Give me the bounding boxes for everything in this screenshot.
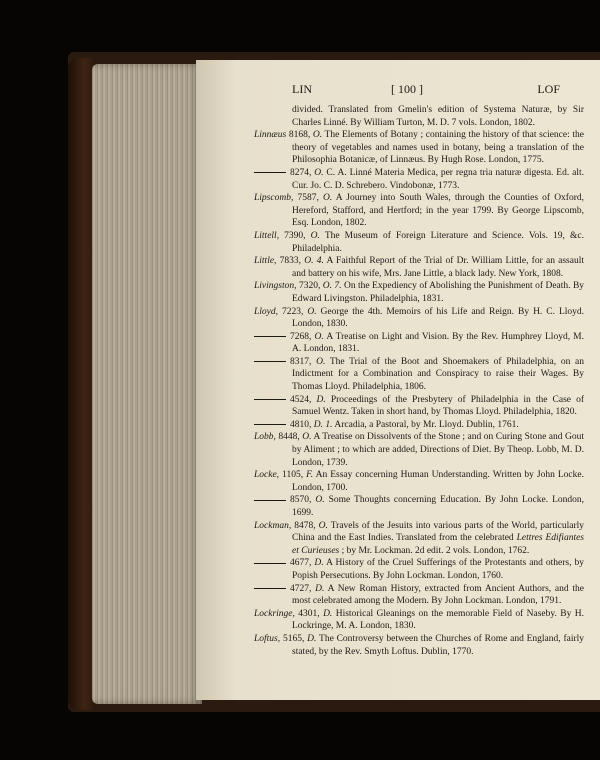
entry-text: The Controversy between the Churches of Rome and England, fairly stated, by the Rev. Smyth Loftus. Dublin, 1770. (292, 633, 585, 657)
catalogue-entry (254, 331, 584, 356)
entry-text: The Trial of the Boot and Shoemakers of Philadelphia, on an Indictment for a Combination and Conspiracy to raise their Wages. By Thomas Lloyd. Philadelphia, 1806. (292, 356, 584, 393)
entry-format: O. (315, 495, 325, 506)
catalogue-entry (254, 192, 584, 230)
entry-number: 1105, (282, 470, 304, 481)
entry-format: O. (310, 230, 320, 241)
entry-format: D. (316, 394, 326, 405)
entry-text: A Faithful Report of the Trial of Dr. William Little, for an assault and battery on his wife, Mrs. Jane Little, a black lady. New York, 1808. (292, 256, 585, 279)
entry-number: 5165, (282, 633, 305, 644)
entry-text: Travels of the Jesuits into various parts of the World, particularly China and the East Indies. Translated from the celebrated (292, 520, 584, 544)
entry-format: O. (302, 432, 312, 443)
catalogue-entry (254, 557, 584, 582)
entry-format: O. (307, 306, 317, 317)
entry-number: 8478, (294, 520, 316, 531)
entry-text: A Treatise on Dissolvents of the Stone ; and on Curing Stone and Gout by Aliment ; to which are added, Directions of Diet. By Theop. Lobb, M. D. London, 1739. (292, 432, 584, 468)
entry-text: A History of the Cruel Sufferings of the Protestants and others, by Popish Persecutions. By John Lockman. London, 1760. (292, 558, 584, 581)
entry-headword: Littell, (254, 230, 280, 241)
entry-number: 8168, (288, 130, 311, 141)
header-left: LIN (292, 82, 312, 96)
entry-number: 7587, (297, 193, 319, 204)
catalogue-entries (254, 104, 584, 658)
entry-headword: Lockman, (254, 520, 292, 531)
entry-format: D. (314, 558, 324, 569)
catalogue-entry (254, 255, 584, 280)
entry-text: A New Roman History, extracted from Ancient Authors, and the most celebrated among the Modern. By John Lockman. London, 1791. (292, 583, 584, 607)
entry-text: Proceedings of the Presbytery of Philadelphia in the Case of Samuel Wentz. Taken in short hand, by Thomas Lloyd. Philadelphia, 1820. (292, 394, 584, 418)
entry-text: The Museum of Foreign Literature and Science. Vols. 19, &c. Philadelphia. (292, 230, 584, 254)
catalogue-entry (254, 419, 584, 432)
entry-headword: Linnæus (254, 130, 287, 141)
running-header (196, 82, 600, 100)
entry-headword: Lipscomb, (254, 193, 294, 204)
page-edges (92, 64, 202, 704)
ditto-dash (254, 399, 286, 400)
entry-number: 4524, (290, 394, 312, 405)
entry-number: 7268, (290, 331, 312, 342)
catalogue-entry (254, 356, 584, 394)
entry-headword: Lloyd, (254, 306, 279, 317)
catalogue-entry (254, 469, 584, 494)
entry-text: divided. Translated from Gmelin's edition of Systema Naturæ, by Sir Charles Linné. By William Turton, M. D. 7 vols. London, 1802. (292, 105, 584, 128)
entry-text: On the Expediency of Abolishing the Punishment of Death. By Edward Livingston. Philadelphia, 1831. (292, 281, 585, 304)
entry-number: 8448, (278, 432, 300, 443)
catalogue-entry (254, 494, 584, 519)
entry-headword: Lobb, (254, 432, 276, 443)
entry-text: Historical Gleanings on the memorable Field of Naseby. By H. Lockringe, M. A. London, 1830. (292, 608, 585, 632)
entry-headword: Locke, (254, 470, 280, 481)
entry-number: 4301, (298, 608, 320, 619)
entry-format: D. (315, 583, 325, 594)
entry-headword: Little, (254, 256, 277, 267)
entry-number: 8570, (290, 495, 312, 506)
entry-text: C. A. Linné Materia Medica, per regna tria naturæ digesta. Ed. alt. Cur. Jo. C. D. Schrebero. Vindobonæ, 1773. (292, 167, 584, 191)
entry-number: 4677, (290, 558, 312, 569)
catalogue-entry (254, 230, 584, 255)
entry-number: 4727, (290, 583, 312, 594)
entry-text: George the 4th. Memoirs of his Life and Reign. By H. C. Lloyd. London, 1830. (292, 306, 585, 330)
entry-text: An Essay concerning Human Understanding. Written by John Locke. London, 1700. (292, 470, 584, 493)
entry-format: O. (314, 167, 324, 178)
catalogue-entry (254, 583, 584, 608)
header-right: LOF (537, 82, 560, 96)
ditto-dash (254, 424, 286, 425)
entry-format: O. 7. (322, 281, 342, 292)
entry-text: A Treatise on Light and Vision. By the Rev. Humphrey Lloyd, M. A. London, 1831. (292, 331, 584, 355)
entry-text: Some Thoughts concerning Education. By John Locke. London, 1699. (292, 495, 584, 518)
catalogue-entry (254, 431, 584, 469)
entry-text-tail: ; by Mr. Lockman. 2d edit. 2 vols. London, 1762. (341, 545, 530, 556)
page-number: [ 100 ] (391, 82, 423, 96)
entry-format: D. (307, 633, 317, 644)
entry-text: Arcadia, a Pastoral, by Mr. Lloyd. Dublin, 1761. (334, 419, 519, 430)
ditto-dash (254, 588, 286, 589)
ditto-dash (254, 361, 286, 362)
catalogue-entry (254, 280, 584, 305)
entry-format: O. (312, 130, 323, 141)
entry-format: D. 1. (313, 419, 333, 430)
entry-number: 4810, (290, 419, 312, 430)
entry-format: O. (314, 331, 324, 342)
entry-number: 7223, (281, 306, 304, 317)
page (196, 60, 600, 700)
catalogue-entry (254, 167, 584, 192)
entry-format: O. (318, 520, 328, 531)
entry-number: 8317, (290, 356, 312, 367)
ditto-dash (254, 563, 286, 564)
entry-format: O. (316, 356, 326, 367)
entry-format: O. 4. (304, 256, 324, 267)
entry-format: F. (306, 470, 314, 481)
entry-number: 8274, (290, 167, 312, 178)
entry-headword: Livingston, (254, 281, 297, 292)
ditto-dash (254, 336, 286, 337)
entry-number: 7390, (284, 230, 306, 241)
catalogue-entry (254, 633, 584, 658)
entry-text: The Elements of Botany ; containing the history of that science: the theory of vegetables and names used in botany, being a translation of the Philosophia Botanicæ, of Linnæus. By Hugh Rose. London, 1775. (292, 130, 584, 166)
entry-italic-title: Lettres Edifiantes et Curieuses (292, 533, 585, 556)
catalogue-entry (254, 608, 584, 633)
entry-number: 7833, (279, 256, 302, 267)
catalogue-entry (254, 520, 584, 558)
entry-headword: Loftus, (254, 633, 281, 644)
catalogue-entry (254, 104, 584, 129)
entry-headword: Lockringe, (254, 608, 295, 619)
entry-format: D. (323, 608, 333, 619)
catalogue-entry (254, 306, 584, 331)
ditto-dash (254, 172, 286, 173)
entry-number: 7320, (298, 281, 321, 292)
catalogue-entry (254, 129, 584, 167)
entry-text: A Journey into South Wales, through the Counties of Oxford, Hereford, Stafford, and Hertford; in the year 1799. By George Lipscomb, Esq. London, 1802. (292, 193, 585, 229)
ditto-dash (254, 500, 286, 501)
catalogue-entry (254, 394, 584, 419)
entry-format: O. (322, 193, 333, 204)
